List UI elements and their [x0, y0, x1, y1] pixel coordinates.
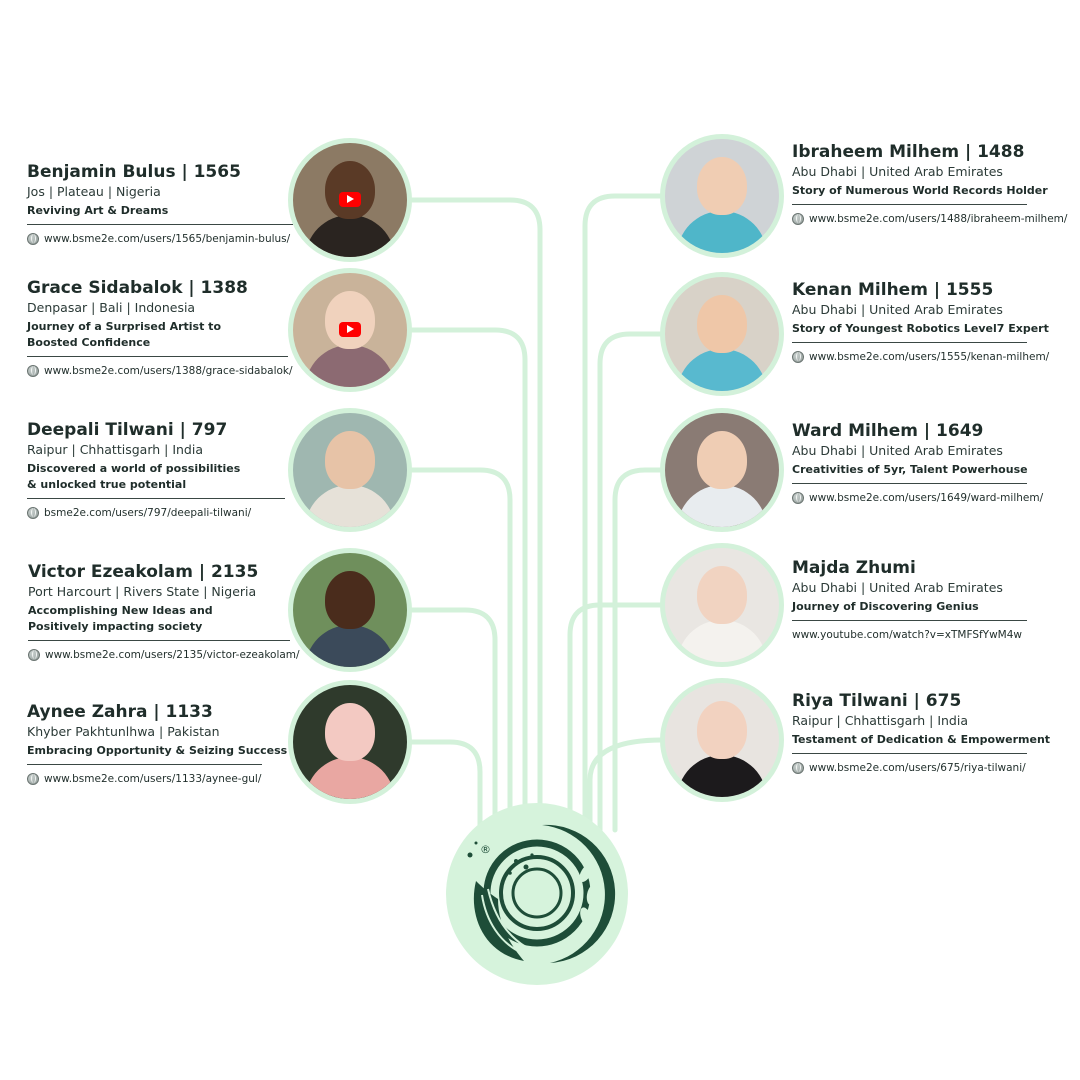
person-story	[27, 203, 292, 219]
avatar-face	[697, 295, 747, 353]
person-story	[792, 183, 1048, 199]
avatar-face	[697, 431, 747, 489]
avatar-face	[697, 566, 747, 624]
person-location: Denpasar | Bali | Indonesia	[27, 300, 196, 315]
avatar-body	[677, 349, 767, 396]
person-story	[27, 461, 285, 493]
person-name: Deepali Tilwani | 797	[27, 420, 228, 440]
globe-icon	[792, 351, 804, 363]
avatar-body	[305, 345, 395, 392]
person-story	[27, 743, 288, 759]
avatar-ibraheem-milhem[interactable]	[660, 134, 784, 258]
brand-logo	[446, 803, 628, 985]
profile-link[interactable]	[792, 762, 1027, 774]
avatar-riya-tilwani[interactable]	[660, 678, 784, 802]
avatar-body	[677, 620, 767, 667]
divider	[792, 204, 1027, 205]
person-location: Abu Dhabi | United Arab Emirates	[792, 443, 1003, 458]
story-line: Journey of Discovering Genius	[792, 600, 979, 613]
avatar-body	[305, 485, 395, 532]
avatar-aynee-zahra[interactable]	[288, 680, 412, 804]
story-line: Story of Youngest Robotics Level7 Expert	[792, 322, 1049, 335]
divider	[792, 483, 1027, 484]
person-card-grace-sidabalok	[27, 278, 293, 377]
profile-link-text: www.bsme2e.com/users/1388/grace-sidabalok/	[44, 365, 293, 377]
profile-link[interactable]	[27, 365, 293, 377]
person-location: Port Harcourt | Rivers State | Nigeria	[28, 584, 257, 599]
registered-mark: ®	[480, 843, 491, 856]
avatar-face	[325, 431, 375, 489]
avatar-body	[305, 625, 395, 672]
profile-link[interactable]	[792, 492, 1044, 504]
profile-link-text: www.bsme2e.com/users/1488/ibraheem-milhem/	[809, 213, 1068, 225]
avatar-majda-zhumi[interactable]	[660, 543, 784, 667]
profile-link[interactable]	[792, 351, 1050, 363]
person-location: Raipur | Chhattisgarh | India	[792, 713, 968, 728]
profile-link-text: www.bsme2e.com/users/2135/victor-ezeakolam/	[45, 649, 300, 661]
person-name: Ibraheem Milhem | 1488	[792, 142, 1025, 162]
story-line: Positively impacting society	[28, 620, 203, 633]
globe-icon	[27, 773, 39, 785]
avatar-face	[325, 291, 375, 349]
story-line: Accomplishing New Ideas and	[28, 604, 213, 617]
person-name: Aynee Zahra | 1133	[27, 702, 213, 722]
person-story	[792, 599, 1027, 615]
person-card-kenan-milhem	[792, 280, 1050, 363]
branch-line	[585, 196, 662, 830]
globe-icon	[27, 507, 39, 519]
profile-link-text: bsme2e.com/users/797/deepali-tilwani/	[44, 507, 252, 519]
person-card-deepali-tilwani	[27, 420, 285, 519]
person-card-ibraheem-milhem	[792, 142, 1068, 225]
globe-icon	[792, 492, 804, 504]
globe-icon	[792, 762, 804, 774]
profile-link-text: www.bsme2e.com/users/1555/kenan-milhem/	[809, 351, 1050, 363]
profile-link[interactable]	[27, 233, 292, 245]
divider	[28, 640, 290, 641]
avatar-deepali-tilwani[interactable]	[288, 408, 412, 532]
story-line: Reviving Art & Dreams	[27, 204, 169, 217]
avatar-body	[677, 485, 767, 532]
avatar-face	[697, 701, 747, 759]
person-location: Jos | Plateau | Nigeria	[27, 184, 161, 199]
person-name: Kenan Milhem | 1555	[792, 280, 994, 300]
person-story	[28, 603, 290, 635]
story-line: Embracing Opportunity & Seizing Success	[27, 744, 288, 757]
story-line: Boosted Confidence	[27, 336, 151, 349]
story-line: & unlocked true potential	[27, 478, 187, 491]
globe-icon	[792, 213, 804, 225]
youtube-play-icon[interactable]	[339, 322, 361, 337]
avatar-body	[305, 215, 395, 262]
profile-link[interactable]	[792, 629, 1027, 641]
person-card-aynee-zahra	[27, 702, 288, 785]
story-line: Journey of a Surprised Artist to	[27, 320, 221, 333]
avatar-ward-milhem[interactable]	[660, 408, 784, 532]
person-name: Grace Sidabalok | 1388	[27, 278, 248, 298]
person-card-majda-zhumi	[792, 558, 1027, 641]
person-location: Khyber Pakhtunlhwa | Pakistan	[27, 724, 220, 739]
divider	[27, 498, 285, 499]
profile-link[interactable]	[28, 649, 300, 661]
story-line: Story of Numerous World Records Holder	[792, 184, 1048, 197]
divider	[792, 342, 1027, 343]
divider	[27, 764, 262, 765]
profile-link-text: www.bsme2e.com/users/1133/aynee-gul/	[44, 773, 262, 785]
avatar-face	[325, 703, 375, 761]
person-name: Majda Zhumi	[792, 558, 916, 578]
branch-line	[615, 470, 662, 830]
person-story	[792, 732, 1051, 748]
avatar-kenan-milhem[interactable]	[660, 272, 784, 396]
person-location: Abu Dhabi | United Arab Emirates	[792, 164, 1003, 179]
person-card-victor-ezeakolam	[28, 562, 300, 661]
divider	[27, 356, 288, 357]
divider	[792, 753, 1027, 754]
divider	[27, 224, 293, 225]
person-name: Benjamin Bulus | 1565	[27, 162, 241, 182]
profile-link-text: www.bsme2e.com/users/675/riya-tilwani/	[809, 762, 1026, 774]
avatar-grace-sidabalok[interactable]	[288, 268, 412, 392]
avatar-benjamin-bulus[interactable]	[288, 138, 412, 262]
person-name: Victor Ezeakolam | 2135	[28, 562, 259, 582]
person-card-ward-milhem	[792, 421, 1044, 504]
globe-icon	[27, 365, 39, 377]
profile-link[interactable]	[27, 773, 262, 785]
profile-link-text: www.bsme2e.com/users/1565/benjamin-bulus/	[44, 233, 291, 245]
person-story	[792, 462, 1027, 478]
avatar-face	[325, 571, 375, 629]
brand-logo-mark	[446, 803, 628, 985]
person-name: Ward Milhem | 1649	[792, 421, 984, 441]
branch-line	[600, 334, 662, 830]
person-location: Abu Dhabi | United Arab Emirates	[792, 580, 1003, 595]
profile-link-text: www.youtube.com/watch?v=xTMFSfYwM4w	[792, 629, 1023, 641]
person-location: Raipur | Chhattisgarh | India	[27, 442, 203, 457]
divider	[792, 620, 1027, 621]
person-location: Abu Dhabi | United Arab Emirates	[792, 302, 1003, 317]
avatar-body	[677, 755, 767, 802]
story-line: Discovered a world of possibilities	[27, 462, 241, 475]
globe-icon	[27, 233, 39, 245]
person-card-benjamin-bulus	[27, 162, 292, 245]
story-line: Creativities of 5yr, Talent Powerhouse	[792, 463, 1028, 476]
avatar-face	[697, 157, 747, 215]
globe-icon	[28, 649, 40, 661]
profile-link[interactable]	[27, 507, 285, 519]
youtube-play-icon[interactable]	[339, 192, 361, 207]
profile-link[interactable]	[792, 213, 1068, 225]
story-line: Testament of Dedication & Empowerment	[792, 733, 1051, 746]
avatar-face	[325, 161, 375, 219]
profile-link-text: www.bsme2e.com/users/1649/ward-milhem/	[809, 492, 1044, 504]
avatar-body	[305, 757, 395, 804]
person-story	[27, 319, 287, 351]
branch-line	[410, 200, 540, 830]
person-card-riya-tilwani	[792, 691, 1051, 774]
avatar-victor-ezeakolam[interactable]	[288, 548, 412, 672]
avatar-body	[677, 211, 767, 258]
person-name: Riya Tilwani | 675	[792, 691, 962, 711]
person-story	[792, 321, 1049, 337]
